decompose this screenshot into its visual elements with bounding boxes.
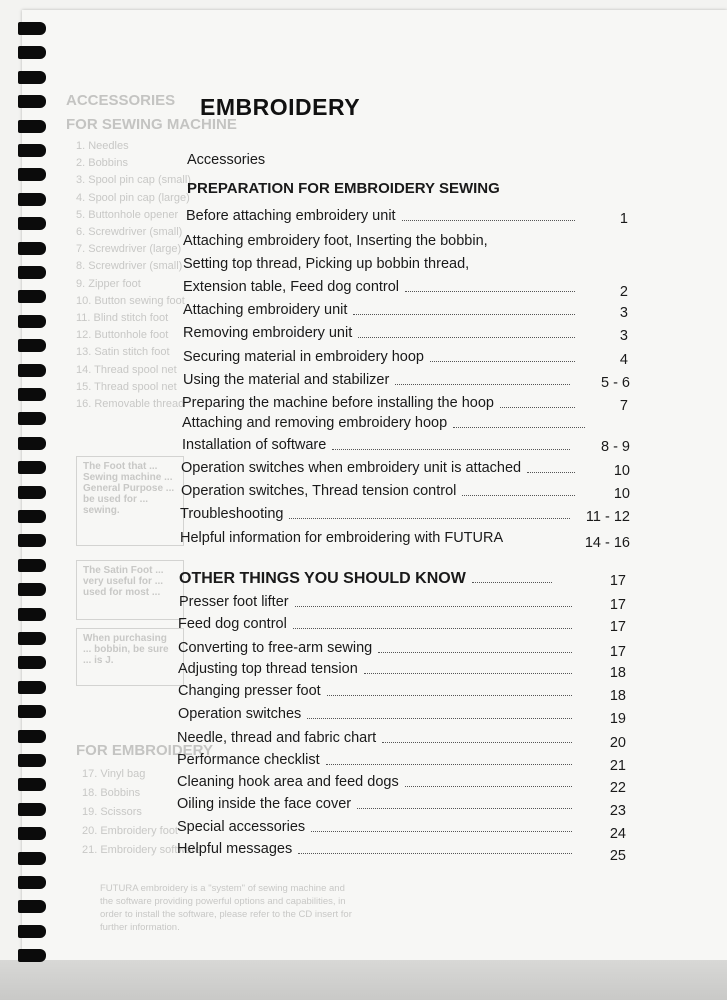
bleed-list-item: 1. Needles [76,140,129,152]
bleed-heading: ACCESSORIES [66,92,176,109]
toc-leader-dots [405,786,572,787]
binding-coil [18,144,46,157]
toc-leader-dots [326,764,572,765]
bleed-list-item: 14. Thread spool net [76,363,177,376]
toc-page-number: 17 [609,619,626,635]
bleed-list-item: 10. Button sewing foot [76,294,185,307]
toc-entry: Special accessories [177,819,306,835]
toc-page-number: 17 [609,573,626,589]
binding-coil [18,705,46,718]
toc-page-number: 24 [609,826,626,842]
bleed-list-item: 16. Removable thread [76,398,185,410]
toc-page-number: 20 [609,735,626,751]
toc-entry: Feed dog control [178,616,287,632]
toc-page-number: 23 [609,803,626,819]
binding-coil [18,510,46,523]
toc-entry: Attaching embroidery foot, Inserting the bobbin, [183,233,488,249]
toc-entry: Operation switches [178,706,302,722]
toc-entry: Securing material in embroidery hoop [183,349,424,365]
bleed-list-item: 7. Screwdriver (large) [76,243,182,256]
bleed-list-item: 17. Vinyl bag [82,768,146,780]
toc-leader-dots [378,652,572,653]
toc-entry: Cleaning hook area and feed dogs [177,774,399,790]
binding-coil [18,876,46,889]
binding-coil [18,266,46,279]
section-heading: OTHER THINGS YOU SHOULD KNOW [179,570,466,587]
scanner-bed-shadow [0,960,727,1000]
binding-coil [18,461,46,474]
toc-entry: Before attaching embroidery unit [186,208,396,224]
bleed-list-item: 6. Screwdriver (small) [76,226,183,238]
toc-leader-dots [311,831,572,832]
bleed-list-item: 19. Scissors [82,806,142,818]
toc-entry: Installation of software [182,437,327,453]
toc-page-number: 7 [619,398,628,414]
binding-coil [18,339,46,352]
toc-leader-dots [364,673,572,674]
toc-entry: Helpful messages [177,841,293,857]
binding-coil [18,315,46,328]
toc-leader-dots [472,582,552,583]
binding-coil [18,388,46,401]
bleed-list-item: 5. Buttonhole opener [76,208,179,221]
binding-coil [18,412,46,425]
bleed-list-item: 20. Embroidery foot [82,825,178,837]
binding-coil [18,803,46,816]
toc-entry: Adjusting top thread tension [178,661,358,677]
binding-coil [18,534,46,547]
toc-leader-dots [289,518,570,519]
binding-coil [18,95,46,108]
bleed-list-item: 15. Thread spool net [76,380,177,393]
toc-page-number: 4 [619,352,628,368]
spiral-binding [0,0,60,1000]
toc-leader-dots [500,407,575,408]
toc-page-number: 17 [609,597,626,613]
toc-entry: Attaching embroidery unit [183,302,348,318]
binding-coil [18,583,46,596]
toc-page-number: 10 [613,463,630,479]
binding-coil [18,632,46,645]
binding-coil [18,46,46,59]
toc-entry: Using the material and stabilizer [183,372,390,388]
bleed-list-item: 18. Bobbins [82,787,141,799]
toc-leader-dots [327,695,572,696]
toc-entry: Changing presser foot [178,683,321,699]
toc-entry: Converting to free-arm sewing [178,640,373,656]
toc-leader-dots [453,427,585,428]
toc-leader-dots [405,291,575,292]
bleed-list-item: 2. Bobbins [76,157,128,170]
toc-entry: Preparing the machine before installing the hoop [182,395,494,411]
bleed-heading: FOR SEWING MACHINE [66,116,237,133]
toc-entry: Attaching and removing embroidery hoop [182,415,448,431]
binding-coil [18,949,46,962]
binding-coil [18,290,46,303]
bleed-note-box: The Satin Foot ... very useful for ... used for most ... [76,560,184,620]
toc-entry: Extension table, Feed dog control [183,279,400,295]
binding-coil [18,656,46,669]
toc-leader-dots [357,808,572,809]
toc-page-number: 22 [609,780,626,796]
toc-page-number: 18 [609,665,626,681]
toc-page-number: 3 [619,328,628,344]
binding-coil [18,827,46,840]
toc-leader-dots [402,220,575,221]
toc-page-number: 11 - 12 [585,509,630,525]
binding-coil [18,778,46,791]
toc-entry: Setting top thread, Picking up bobbin thread, [183,256,470,272]
toc-entry: Performance checklist [177,752,320,768]
binding-coil [18,730,46,743]
binding-coil [18,681,46,694]
bleed-heading: FOR EMBROIDERY [76,742,213,759]
toc-page-number: 1 [619,211,628,227]
binding-coil [18,925,46,938]
toc-entry: Helpful information for embroidering with FUTURA [180,530,504,546]
bleed-list-item: 13. Satin stitch foot [76,346,170,359]
toc-page-number: 10 [613,486,630,502]
bleed-note-box: The Foot that ... Sewing machine ... General Purpose ... be used for ... sewing. [76,456,184,546]
toc-leader-dots [353,314,575,315]
toc-page-number: 3 [619,305,628,321]
binding-coil [18,71,46,84]
binding-coil [18,168,46,181]
toc-entry: Operation switches, Thread tension control [181,483,457,499]
page-title: EMBROIDERY [200,94,361,120]
toc-entry: Presser foot lifter [179,594,289,610]
toc-page-number: 8 - 9 [600,439,630,455]
binding-coil [18,852,46,865]
toc-leader-dots [395,384,570,385]
toc-leader-dots [298,853,572,854]
toc-entry: Operation switches when embroidery unit is attached [181,460,522,476]
bleed-list-item: 11. Blind stitch foot [76,312,169,324]
toc-leader-dots [332,449,570,450]
section-heading: PREPARATION FOR EMBROIDERY SEWING [187,180,500,197]
binding-coil [18,437,46,450]
toc-leader-dots [358,337,575,338]
binding-coil [18,559,46,572]
binding-coil [18,193,46,206]
toc-page-number: 18 [609,688,626,704]
toc-entry: Oiling inside the face cover [177,796,352,812]
toc-leader-dots [293,628,572,629]
binding-coil [18,120,46,133]
toc-entry: Removing embroidery unit [183,325,353,341]
toc-page-number: 19 [609,711,626,727]
binding-coil [18,242,46,255]
bleed-list-item: 3. Spool pin cap (small) [76,174,191,187]
toc-leader-dots [527,472,575,473]
toc-accessories: Accessories [187,152,266,168]
toc-page-number: 17 [609,644,626,660]
bleed-footer-note: FUTURA embroidery is a "system" of sewing machine and the software providing powerful options and capabilities, in order to install the software, please refer to the CD insert for further information. [100,883,352,933]
bleed-list-item: 4. Spool pin cap (large) [76,191,190,204]
binding-coil [18,22,46,35]
toc-leader-dots [307,718,572,719]
binding-coil [18,217,46,230]
bleed-note-box: When purchasing ... bobbin, be sure ... is J. [76,628,184,686]
bleed-list-item: 21. Embroidery software [82,844,202,856]
binding-coil [18,900,46,913]
toc-page-number: 5 - 6 [600,375,630,391]
bleed-list-item: 8. Screwdriver (small) [76,260,183,273]
binding-coil [18,754,46,767]
binding-coil [18,364,46,377]
toc-page-number: 2 [619,284,628,300]
bleed-list-item: 9. Zipper foot [76,277,141,290]
toc-page-number: 14 - 16 [584,535,630,551]
toc-page-number: 25 [609,848,626,864]
toc-leader-dots [430,361,575,362]
toc-entry: Needle, thread and fabric chart [177,730,377,746]
toc-leader-dots [295,606,572,607]
toc-page-number: 21 [609,758,626,774]
toc-entry: Troubleshooting [180,506,284,522]
binding-coil [18,486,46,499]
toc-leader-dots [462,495,575,496]
toc-leader-dots [382,742,572,743]
binding-coil [18,608,46,621]
bleed-list-item: 12. Buttonhole foot [76,329,169,342]
